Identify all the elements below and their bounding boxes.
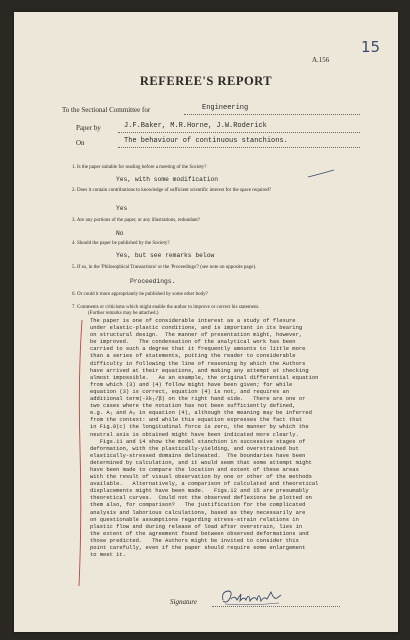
comment-line: on structural design. The manner of presentation might, however,	[90, 331, 303, 339]
comment-line: to meet it.	[90, 551, 126, 559]
paper-by-label: Paper by	[76, 124, 101, 132]
comment-line: those predicted. The Authors might be invited to consider this	[90, 536, 299, 544]
comment-line: in Fig.8(c) the longitudinal force is zero, the manner by which the	[90, 423, 309, 431]
comment-line: analysis and laborious calculations, based as they necessarily are	[90, 508, 306, 516]
question-5-answer: Proceedings.	[130, 278, 176, 285]
on-label: On	[76, 139, 85, 147]
comment-line: theoretical curves. Could not the observed deflexions be plotted on	[90, 494, 312, 502]
comment-line: neutral axis is obtained might have been indicated more clearly.	[90, 430, 299, 438]
on-value: The behaviour of continuous stanchions.	[124, 137, 288, 145]
question-7-text: 7. Comments or criticisms which might enable the author to improve or correct his statement.	[72, 305, 260, 310]
comment-line: have been made to compare the location and extent of these areas	[90, 465, 299, 473]
comment-line: plastic flow and during release of load after overstrain, lies in	[90, 522, 303, 530]
comment-line: from the context: and while this equation expresses the fact that	[90, 416, 303, 424]
paper-by-value: J.F.Baker, M.R.Horne, J.W.Roderick	[124, 122, 267, 130]
question-2-answer: Yes	[116, 205, 128, 212]
question-3-text: 3. Are any portions of the paper, or any illustrations, redundant?	[72, 218, 200, 223]
tick-mark-icon	[306, 168, 336, 180]
comment-line: equation (3) is correct, equation (4) is not, and requires an	[90, 387, 290, 395]
comment-line: almost impossible. As an example, the original differential equation	[90, 373, 319, 381]
committee-label: To the Sectional Committee for	[62, 106, 151, 114]
comment-line: difficulty in following the line of reasoning by which the Authors	[90, 359, 306, 367]
question-1-text: 1. Is the paper suitable for reading before a meeting of the Society?	[72, 165, 207, 170]
signature-label: Signature	[170, 598, 197, 606]
comment-line: e.g. A₁ and A₂ in equation (4), although the meaning may be inferred	[90, 409, 312, 417]
pencil-margin-mark	[74, 318, 86, 588]
comment-line: have arrived at their equations, and making any attempt at checking	[90, 366, 309, 374]
question-7-note: (Further remarks may be attached.)	[88, 311, 159, 316]
comment-line: point carefully, even if the paper should require some enlargement	[90, 544, 306, 551]
comment-line: determined by calculation, and it would seem that some attempt might	[90, 458, 312, 466]
page-title: REFEREE'S REPORT	[139, 74, 273, 88]
comment-line: displacements might have been made. Figs.12 and 15 are presumably	[90, 487, 309, 495]
on-dotted-line	[118, 147, 360, 148]
paper-by-dotted-line	[118, 132, 360, 133]
question-1-answer: Yes, with some modification	[116, 176, 219, 183]
comment-line: be improved. The condensation of the analytical work has been	[90, 338, 296, 346]
comment-line: under elastic-plastic conditions, and is important in its bearing	[90, 324, 303, 332]
question-6-text: 6. Or could it more appropriately be published by some other body?	[72, 292, 208, 297]
referee-comments	[90, 317, 382, 558]
comment-line: with the result of visual observation by one or other of the methods	[90, 473, 312, 481]
question-3-answer: No	[116, 230, 124, 237]
question-5-text: 5. If so, in the 'Philosophical Transactions' or the 'Proceedings'? (see note on opposite page).	[72, 265, 257, 270]
comment-line: The paper is one of considerable interest as a study of flexure	[90, 317, 296, 324]
comment-line: available. Alternatively, a comparison of calculated and theoretical	[90, 480, 319, 488]
comment-line: carried to such a degree that it frequently amounts to little more	[90, 345, 306, 353]
question-4-answer: Yes, but see remarks below	[116, 252, 215, 259]
page-reference: A.156	[312, 56, 330, 64]
comment-line: than a series of statements, putting the reader to considerable	[90, 352, 296, 360]
question-2-text: 2. Does it contain contributions to knowledge of sufficient scientific interest for the space required?	[72, 188, 272, 193]
comment-line: elastically-stressed domains delineated. The boundaries have been	[90, 451, 306, 459]
comment-line: on questionable assumptions regarding stress-strain relations in	[90, 515, 299, 523]
comment-line: Figs.11 and 14 show the model stanchion in successive stages of	[90, 437, 306, 445]
committee-value: Engineering	[202, 104, 249, 112]
comment-line: from which (3) and (4) follow might have been given; for while	[90, 380, 293, 388]
comment-line: two cases where the notation has not been sufficiently defined,	[90, 402, 296, 410]
comment-line: them also, for comparison? The justification for the complicated	[90, 501, 306, 509]
handwritten-page-number: 15	[361, 38, 381, 56]
comment-line: the extent of the agreement found between observed deformations and	[90, 529, 309, 537]
question-4-text: 4. Should the paper be published by the Society?	[72, 241, 170, 246]
comment-line: additional term(-λk₁/β) on the right hand side. There are one or	[90, 395, 306, 403]
committee-dotted-line	[184, 114, 360, 115]
referee-report-page	[14, 12, 398, 632]
comment-line: deformation, with the plastically-yielding, and overstrained but	[90, 444, 299, 452]
handwritten-signature	[219, 586, 285, 608]
